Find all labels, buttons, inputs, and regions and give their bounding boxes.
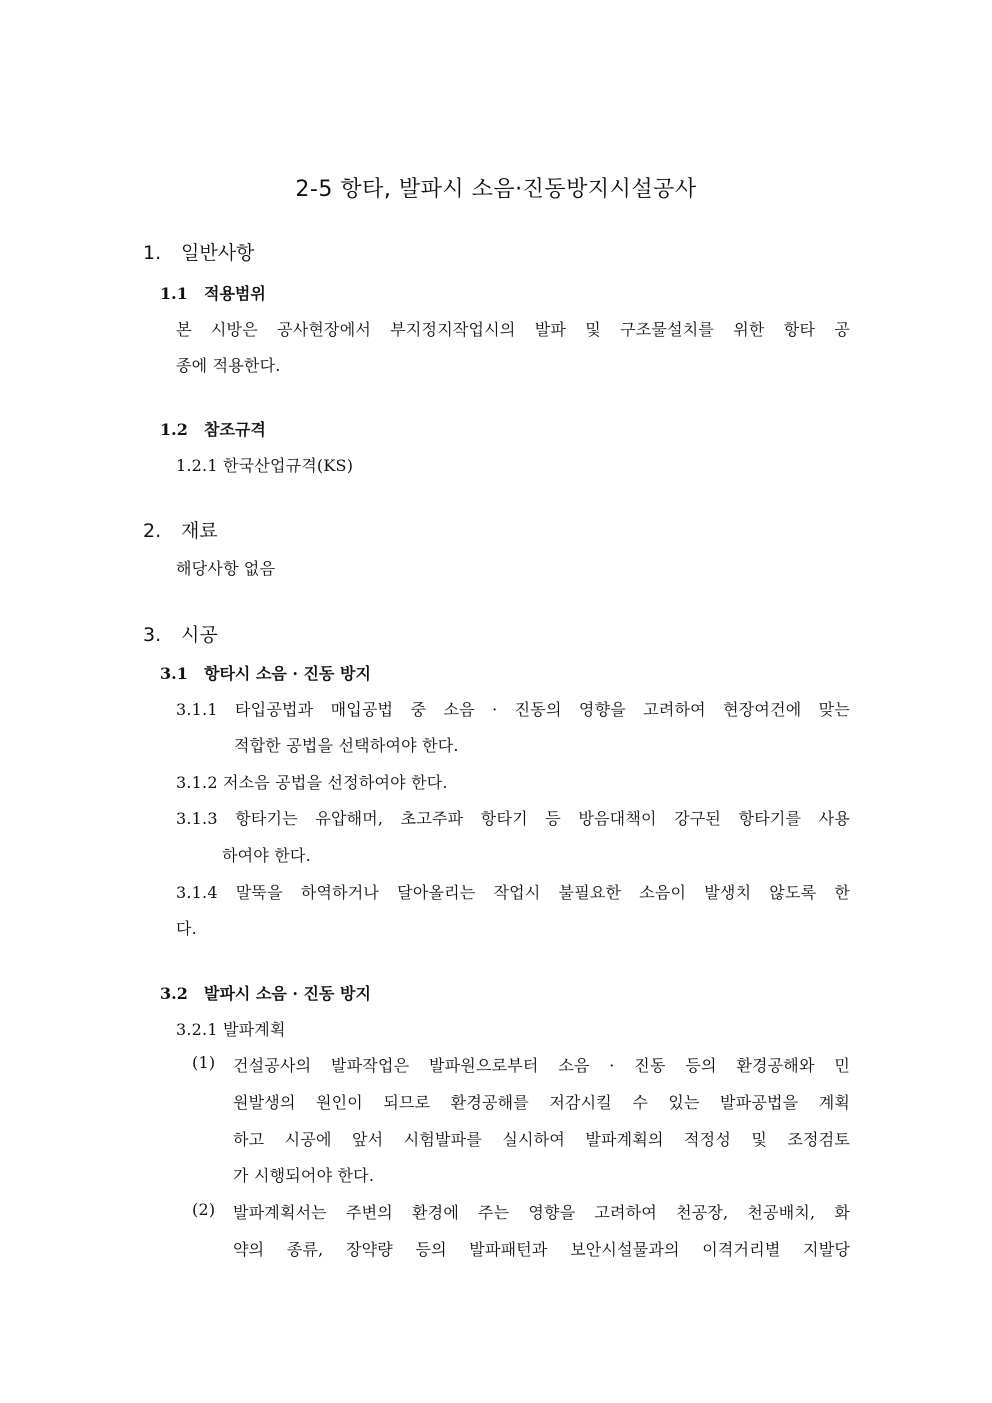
body-line: 본 시방은 공사현장에서 부지정지작업시의 발파 및 구조물설치를 위한 항타 공 <box>176 320 850 339</box>
section-number: 3.2 <box>160 984 188 1003</box>
section-title: 일반사항 <box>181 242 255 264</box>
section-3-2-heading <box>160 981 371 1004</box>
paragraph-number: (2) <box>192 1200 216 1219</box>
section-title: 시공 <box>181 624 218 646</box>
section-number: 1.2 <box>160 420 188 439</box>
body-line: 3.1.3 항타기는 유압해머, 초고주파 항타기 등 방음대책이 강구된 항타기를 사용 <box>176 809 850 828</box>
section-title: 참조규격 <box>204 420 266 439</box>
section-1-heading <box>143 238 254 265</box>
body-line: 종에 적용한다. <box>176 356 281 375</box>
body-line: 3.1.1 타입공법과 매입공법 중 소음 · 진동의 영향을 고려하여 현장여건에 맞는 <box>176 700 850 719</box>
body-line: 적합한 공법을 선택하여야 한다. <box>234 736 459 755</box>
section-number: 2. <box>143 520 162 542</box>
body-line: 1.2.1 한국산업규격(KS) <box>176 456 354 475</box>
body-line: 발파계획서는 주변의 환경에 주는 영향을 고려하여 천공장, 천공배치, 화 <box>233 1203 850 1222</box>
body-line: 하고 시공에 앞서 시험발파를 실시하여 발파계획의 적정성 및 조정검토 <box>233 1130 850 1149</box>
body-line: 약의 종류, 장약량 등의 발파패턴과 보안시설물과의 이격거리별 지발당 <box>233 1240 850 1259</box>
body-line: 하여야 한다. <box>222 846 311 865</box>
body-line: 건설공사의 발파작업은 발파원으로부터 소음 · 진동 등의 환경공해와 민 <box>233 1056 850 1075</box>
section-title: 항타시 소음 · 진동 방지 <box>204 664 371 683</box>
page-title: 2-5 항타, 발파시 소음·진동방지시설공사 <box>295 177 697 202</box>
body-line: 원발생의 원인이 되므로 환경공해를 저감시킬 수 있는 발파공법을 계획 <box>233 1093 850 1112</box>
body-line: 해당사항 없음 <box>176 559 276 578</box>
body-line: 3.1.4 말뚝을 하역하거나 달아올리는 작업시 불필요한 소음이 발생치 않도록 한 <box>176 883 850 902</box>
section-3-heading <box>143 620 218 647</box>
paragraph-number: (1) <box>192 1053 216 1072</box>
section-1-2-heading <box>160 417 266 440</box>
section-title: 재료 <box>181 520 218 542</box>
section-title: 발파시 소음 · 진동 방지 <box>204 984 371 1003</box>
section-number: 1. <box>143 242 162 264</box>
section-title: 적용범위 <box>204 284 266 303</box>
section-1-1-heading <box>160 281 266 304</box>
section-number: 3. <box>143 624 162 646</box>
body-line: 다. <box>176 919 197 938</box>
body-line: 3.1.2 저소음 공법을 선정하여야 한다. <box>176 773 448 792</box>
section-number: 3.1 <box>160 664 188 683</box>
section-3-1-heading <box>160 661 371 684</box>
body-line: 가 시행되어야 한다. <box>233 1166 375 1185</box>
body-line: 3.2.1 발파계획 <box>176 1020 286 1039</box>
section-number: 1.1 <box>160 284 188 303</box>
section-2-heading <box>143 516 218 543</box>
